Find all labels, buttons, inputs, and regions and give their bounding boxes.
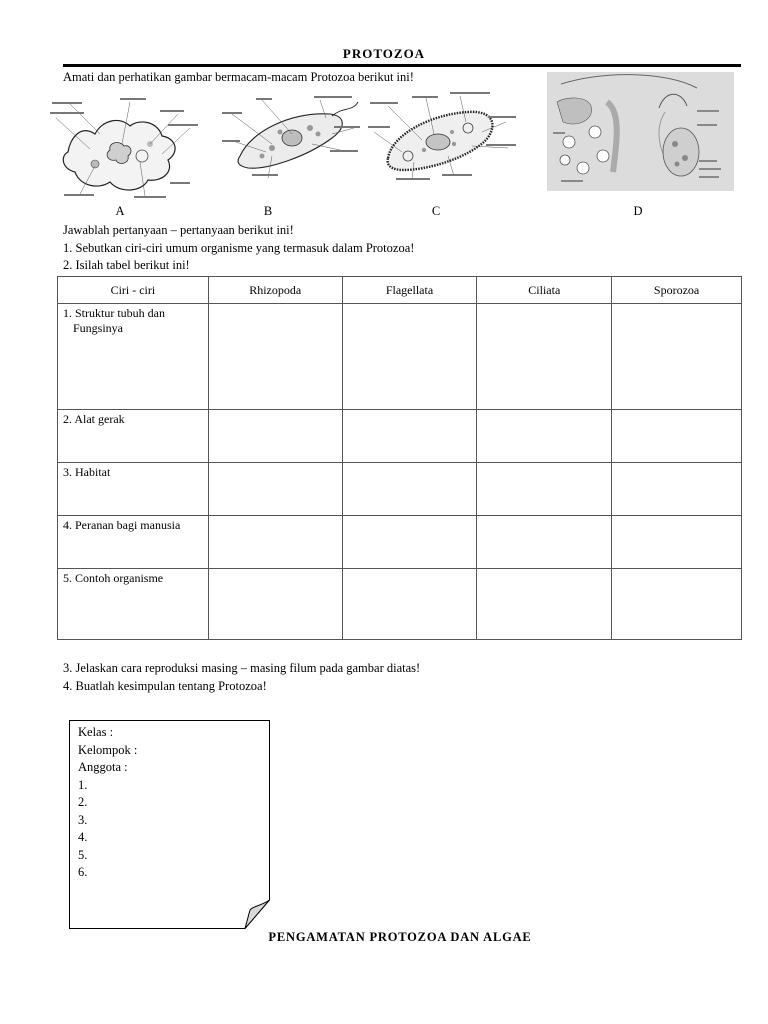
answer-cell[interactable]	[342, 516, 477, 569]
column-header-flagellata: Flagellata	[342, 277, 477, 304]
amoeba-diagram	[50, 94, 200, 202]
answer-cell[interactable]	[208, 516, 342, 569]
row-label-text: 2. Alat gerak	[63, 412, 125, 426]
answer-cell[interactable]	[342, 410, 477, 463]
answer-cell[interactable]	[612, 569, 742, 640]
title-divider	[63, 64, 741, 67]
group-identity-box	[69, 720, 270, 928]
answer-cell[interactable]	[612, 304, 742, 410]
table-row	[58, 304, 742, 410]
answer-cell[interactable]	[208, 463, 342, 516]
answer-cell[interactable]	[477, 410, 612, 463]
table-row	[58, 410, 742, 463]
answer-cell[interactable]	[612, 410, 742, 463]
kelompok-label: Kelompok :	[78, 742, 138, 757]
row-label-peranan	[58, 516, 209, 569]
row-label-text: 4. Peranan bagi manusia	[63, 518, 181, 532]
question-2: 2. Isilah tabel berikut ini!	[63, 258, 190, 272]
answer-cell[interactable]	[208, 410, 342, 463]
table-row	[58, 569, 742, 640]
footer-title: PENGAMATAN PROTOZOA DAN ALGAE	[268, 930, 532, 944]
table-header-row	[58, 277, 742, 304]
member-line-1: 1.	[78, 777, 88, 792]
answer-cell[interactable]	[612, 463, 742, 516]
answer-cell[interactable]	[477, 463, 612, 516]
row-label-text-cont: Fungsinya	[73, 321, 124, 335]
table-row	[58, 463, 742, 516]
row-label-contoh	[58, 569, 209, 640]
anggota-label: Anggota :	[78, 760, 128, 774]
member-line-3: 3.	[78, 812, 88, 827]
member-line-2: 2.	[78, 795, 88, 809]
question-1: 1. Sebutkan ciri-ciri umum organisme yang termasuk dalam Protozoa!	[63, 241, 415, 255]
characteristics-table	[57, 276, 742, 640]
page-title: PROTOZOA	[342, 46, 426, 61]
figure-d-label: D	[633, 204, 643, 218]
figure-a-label: A	[115, 204, 125, 218]
answer-cell[interactable]	[342, 463, 477, 516]
answer-cell[interactable]	[477, 304, 612, 410]
row-label-alat-gerak	[58, 410, 209, 463]
answer-cell[interactable]	[342, 569, 477, 640]
answer-cell[interactable]	[208, 304, 342, 410]
column-header-ciri: Ciri - ciri	[58, 277, 209, 304]
figure-c-label: C	[431, 204, 441, 218]
plasmodium-lifecycle-diagram	[547, 72, 734, 191]
member-line-6: 6.	[78, 865, 88, 879]
row-label-text: 3. Habitat	[63, 465, 111, 479]
row-label-habitat	[58, 463, 209, 516]
column-header-ciliata: Ciliata	[477, 277, 612, 304]
answer-cell[interactable]	[342, 304, 477, 410]
table-row	[58, 516, 742, 569]
column-header-sporozoa: Sporozoa	[612, 277, 742, 304]
column-header-rhizopoda: Rhizopoda	[208, 277, 342, 304]
question-3: 3. Jelaskan cara reproduksi masing – masing filum pada gambar diatas!	[63, 661, 421, 675]
kelas-label: Kelas :	[78, 725, 114, 739]
row-label-struktur	[58, 304, 209, 410]
answer-cell[interactable]	[208, 569, 342, 640]
answer-cell[interactable]	[477, 569, 612, 640]
intro-text: Amati dan perhatikan gambar bermacam-macam Protozoa berikut ini!	[63, 70, 414, 84]
member-line-5: 5.	[78, 847, 88, 862]
row-label-text: 5. Contoh organisme	[63, 571, 164, 585]
row-label-text: 1. Struktur tubuh dan	[63, 306, 165, 320]
question-4: 4. Buatlah kesimpulan tentang Protozoa!	[63, 679, 267, 693]
answer-cell[interactable]	[477, 516, 612, 569]
instructions-heading: Jawablah pertanyaan – pertanyaan berikut ini!	[63, 223, 294, 237]
euglena-diagram	[222, 94, 362, 184]
answer-cell[interactable]	[612, 516, 742, 569]
paramecium-diagram	[368, 92, 518, 184]
member-line-4: 4.	[78, 830, 88, 844]
figure-b-label: B	[263, 204, 273, 218]
